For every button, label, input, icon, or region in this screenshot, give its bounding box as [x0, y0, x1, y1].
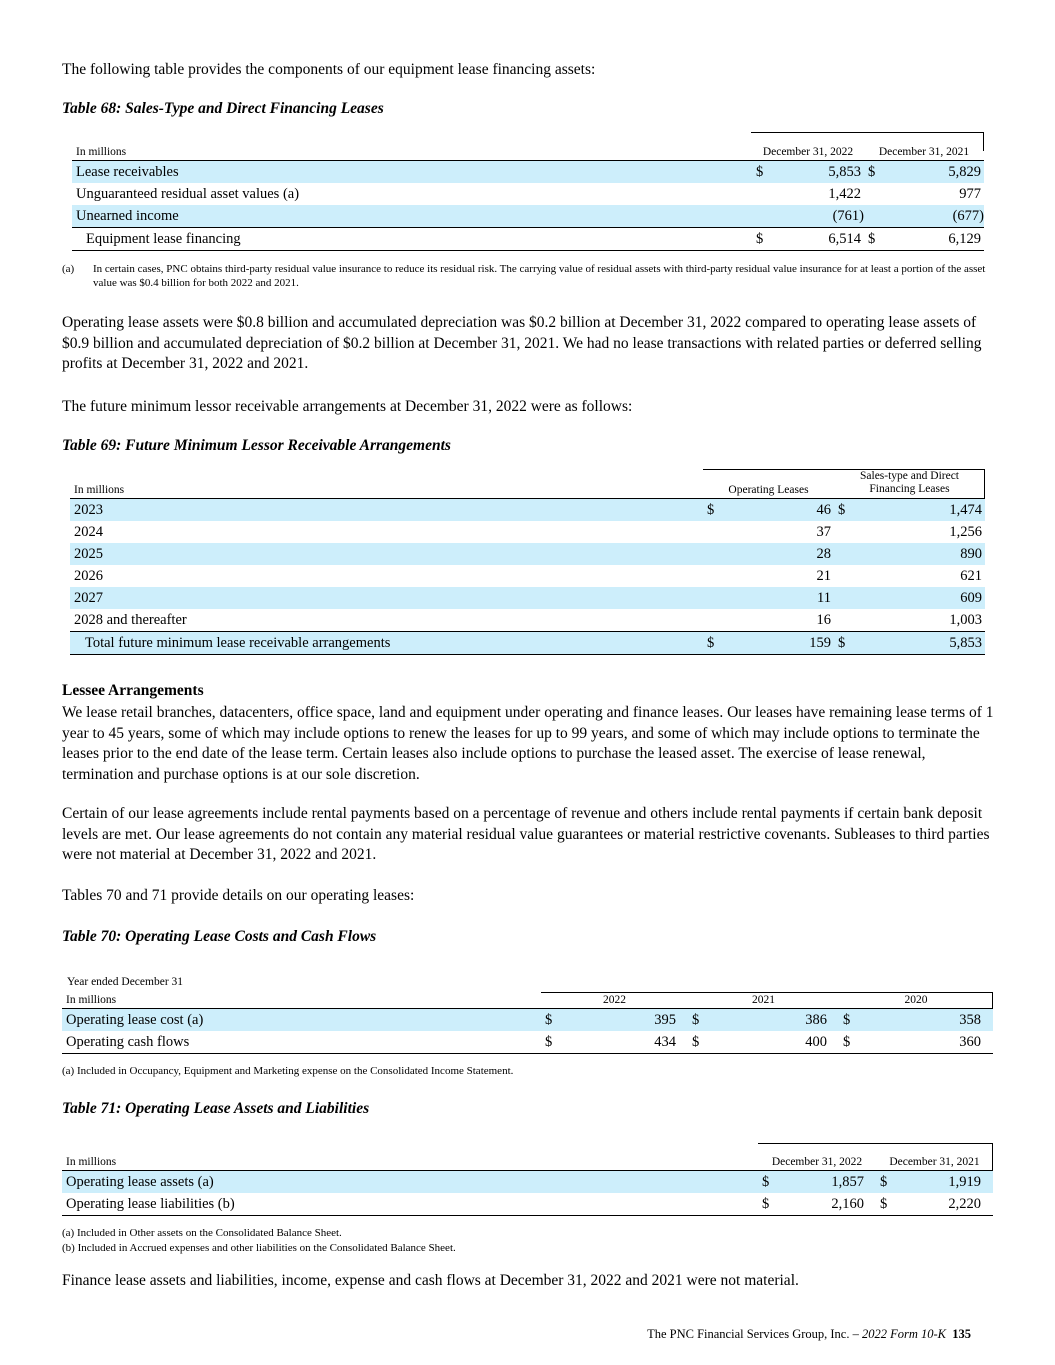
table-row-total [70, 632, 985, 655]
value: 1,857 [786, 1171, 876, 1194]
row-label: Operating lease cost (a) [62, 1009, 541, 1032]
table-70-header [62, 994, 993, 1009]
currency [703, 609, 731, 632]
table-70 [62, 994, 993, 1054]
value: 609 [862, 587, 985, 609]
table-row [70, 565, 985, 587]
value: 400 [805, 1033, 827, 1050]
lessee-heading: Lessee Arrangements [62, 682, 204, 699]
lessee-paragraph-2: Certain of our lease agreements include rental payments based on a percentage of revenue and others include rental payments if certain bank deposit levels are met. Our lease agreements do not contain any material residual value guarantees or material restrictive covenants. Subleases to third parties were not material at December 31, 2022 and 2021. [62, 805, 990, 863]
table-68 [72, 146, 984, 251]
table-71-col-2021: December 31, 2021 [876, 1156, 993, 1171]
currency: $ [752, 228, 780, 251]
value: 28 [731, 543, 834, 565]
currency [703, 521, 731, 543]
currency [834, 609, 862, 632]
table-71-col-2022: December 31, 2022 [758, 1156, 876, 1171]
currency [834, 565, 862, 587]
row-label: 2024 [74, 523, 103, 540]
value: 5,829 [892, 161, 984, 184]
value: 395 [567, 1009, 688, 1032]
value: 37 [816, 523, 831, 540]
table-row-total [72, 228, 984, 251]
table-71-footnote-b: (b) Included in Accrued expenses and other liabilities on the Consolidated Balance Sheet. [62, 1242, 456, 1254]
value: 621 [960, 567, 982, 584]
currency: $ [834, 632, 862, 655]
closing-paragraph: Finance lease assets and liabilities, income, expense and cash flows at December 31, 2022 and 2021 were not material. [62, 1272, 799, 1289]
table-row [62, 1193, 993, 1216]
currency: $ [762, 1195, 770, 1212]
value: 159 [731, 632, 834, 655]
value: 1,422 [828, 185, 861, 202]
currency: $ [692, 1033, 700, 1050]
table-70-col-2020: 2020 [839, 994, 993, 1009]
value: 434 [654, 1033, 676, 1050]
footer-form: 2022 Form 10-K [861, 1327, 946, 1341]
value: 5,853 [862, 632, 985, 655]
table-69-col-sales-type [834, 470, 985, 499]
row-label: Unearned income [72, 205, 752, 228]
table-68-footnote [62, 262, 994, 290]
currency: $ [876, 1171, 904, 1194]
value: 1,003 [949, 611, 982, 628]
row-label: 2026 [74, 567, 103, 584]
value: 21 [816, 567, 831, 584]
row-label: Equipment lease financing [72, 228, 752, 251]
row-label: Operating lease liabilities (b) [66, 1195, 235, 1212]
currency [834, 587, 862, 609]
value: 360 [959, 1033, 981, 1050]
value: 358 [863, 1009, 993, 1032]
row-label: 2023 [70, 499, 703, 522]
currency: $ [843, 1033, 851, 1050]
table-row [72, 161, 984, 184]
currency [752, 205, 780, 228]
row-label: Operating cash flows [66, 1033, 190, 1050]
currency: $ [758, 1171, 786, 1194]
table-70-col-2022: 2022 [541, 994, 688, 1009]
intro-text-3: Tables 70 and 71 provide details on our operating leases: [62, 887, 415, 904]
row-label: Operating lease assets (a) [62, 1171, 758, 1194]
table-70-period: Year ended December 31 [67, 976, 184, 988]
row-label: 2025 [70, 543, 703, 565]
row-label: 2028 and thereafter [74, 611, 187, 628]
currency [703, 587, 731, 609]
table-71-footnote-a: (a) Included in Other assets on the Consolidated Balance Sheet. [62, 1227, 342, 1239]
table-69-col-operating: Operating Leases [703, 470, 834, 499]
footnote-key: (a) [62, 263, 75, 275]
currency: $ [864, 161, 892, 184]
table-row [72, 205, 984, 228]
value: 16 [816, 611, 831, 628]
currency: $ [880, 1195, 888, 1212]
currency [703, 543, 731, 565]
value: 11 [731, 587, 834, 609]
table-70-col-2021: 2021 [688, 994, 839, 1009]
row-label: 2027 [70, 587, 703, 609]
value: 890 [862, 543, 985, 565]
table-69-header [70, 470, 985, 499]
value: (677) [892, 205, 984, 228]
currency: $ [545, 1033, 553, 1050]
page-number: 135 [952, 1327, 971, 1341]
value: 6,129 [892, 228, 984, 251]
table-71-caption: Table 71: Operating Lease Assets and Liabilities [62, 1100, 370, 1117]
currency: $ [839, 1009, 863, 1032]
row-label: Lease receivables [72, 161, 752, 184]
operating-assets-paragraph: Operating lease assets were $0.8 billion and accumulated depreciation was $0.2 billion at December 31, 2022 compared to operating lease assets of $0.9 billion and accumulated depreciation of $0.2 billion at December 31, 2021. We had no lease transactions with related parties or deferred selling profits at December 31, 2022 and 2021. [62, 314, 982, 372]
value: 1,256 [949, 523, 982, 540]
table-69-unit: In millions [70, 470, 703, 499]
table-70-unit: In millions [62, 994, 541, 1009]
table-71-header [62, 1156, 993, 1171]
table-row [62, 1031, 993, 1054]
footer-company: The PNC Financial Services Group, Inc. – [647, 1327, 862, 1341]
currency [752, 183, 780, 205]
value: 977 [959, 185, 981, 202]
value: 6,514 [780, 228, 864, 251]
table-71-unit: In millions [62, 1156, 758, 1171]
table-row [72, 183, 984, 205]
header-line-2: Financing Leases [869, 483, 950, 495]
table-71 [62, 1156, 993, 1216]
currency [834, 543, 862, 565]
table-row [70, 609, 985, 632]
table-68-col-2021: December 31, 2021 [864, 146, 984, 161]
value: (761) [780, 205, 864, 228]
value: 5,853 [780, 161, 864, 184]
footnote-text: In certain cases, PNC obtains third-party residual value insurance to reduce its residual risk. The carrying value of residual assets with third-party residual value insurance for at least a portion of the asset value was $0.4 billion for both 2022 and 2021. [93, 263, 986, 289]
row-label: Unguaranteed residual asset values (a) [76, 185, 300, 202]
table-69-caption: Table 69: Future Minimum Lessor Receivable Arrangements [62, 437, 451, 454]
table-68-header [72, 146, 984, 161]
currency: $ [703, 632, 731, 655]
currency [703, 565, 731, 587]
currency: $ [541, 1009, 567, 1032]
table-70-caption: Table 70: Operating Lease Costs and Cash Flows [62, 928, 377, 945]
table-68-col-2022: December 31, 2022 [752, 146, 864, 161]
table-row [70, 499, 985, 522]
currency: $ [864, 228, 892, 251]
currency: $ [688, 1009, 712, 1032]
intro-text-2: The future minimum lessor receivable arrangements at December 31, 2022 were as follows: [62, 398, 633, 415]
table-68-unit: In millions [72, 146, 752, 161]
value: 46 [731, 499, 834, 522]
currency [864, 183, 892, 205]
table-68-caption: Table 68: Sales-Type and Direct Financing Leases [62, 100, 384, 117]
currency: $ [752, 161, 780, 184]
table-70-footnote: (a) Included in Occupancy, Equipment and Marketing expense on the Consolidated Income Statement. [62, 1065, 514, 1077]
value: 2,220 [948, 1195, 981, 1212]
currency: $ [703, 499, 731, 522]
value: 1,474 [862, 499, 985, 522]
header-line-1: Sales-type and Direct [860, 470, 959, 482]
table-row [70, 521, 985, 543]
table-row [70, 587, 985, 609]
row-label: Total future minimum lease receivable arrangements [70, 632, 703, 655]
currency [834, 521, 862, 543]
value: 2,160 [831, 1195, 864, 1212]
intro-text: The following table provides the components of our equipment lease financing assets: [62, 61, 596, 78]
table-row [62, 1009, 993, 1032]
lessee-paragraph-1: We lease retail branches, datacenters, office space, land and equipment under operating and finance leases. Our leases have remaining lease terms of 1 year to 45 years, some of which may include options to renew the leases for up to 99 years, and some of which may include options to terminate the leases prior to the end date of the lease term. Certain leases also include options to purchase the leased asset. The exercise of lease renewal, termination and purchase options is at our sole discretion. [62, 704, 994, 783]
value: 386 [712, 1009, 839, 1032]
table-row [62, 1171, 993, 1194]
currency [864, 205, 892, 228]
page-footer [647, 1327, 971, 1342]
value: 1,919 [904, 1171, 993, 1194]
table-row [70, 543, 985, 565]
currency: $ [834, 499, 862, 522]
table-69 [70, 470, 985, 655]
